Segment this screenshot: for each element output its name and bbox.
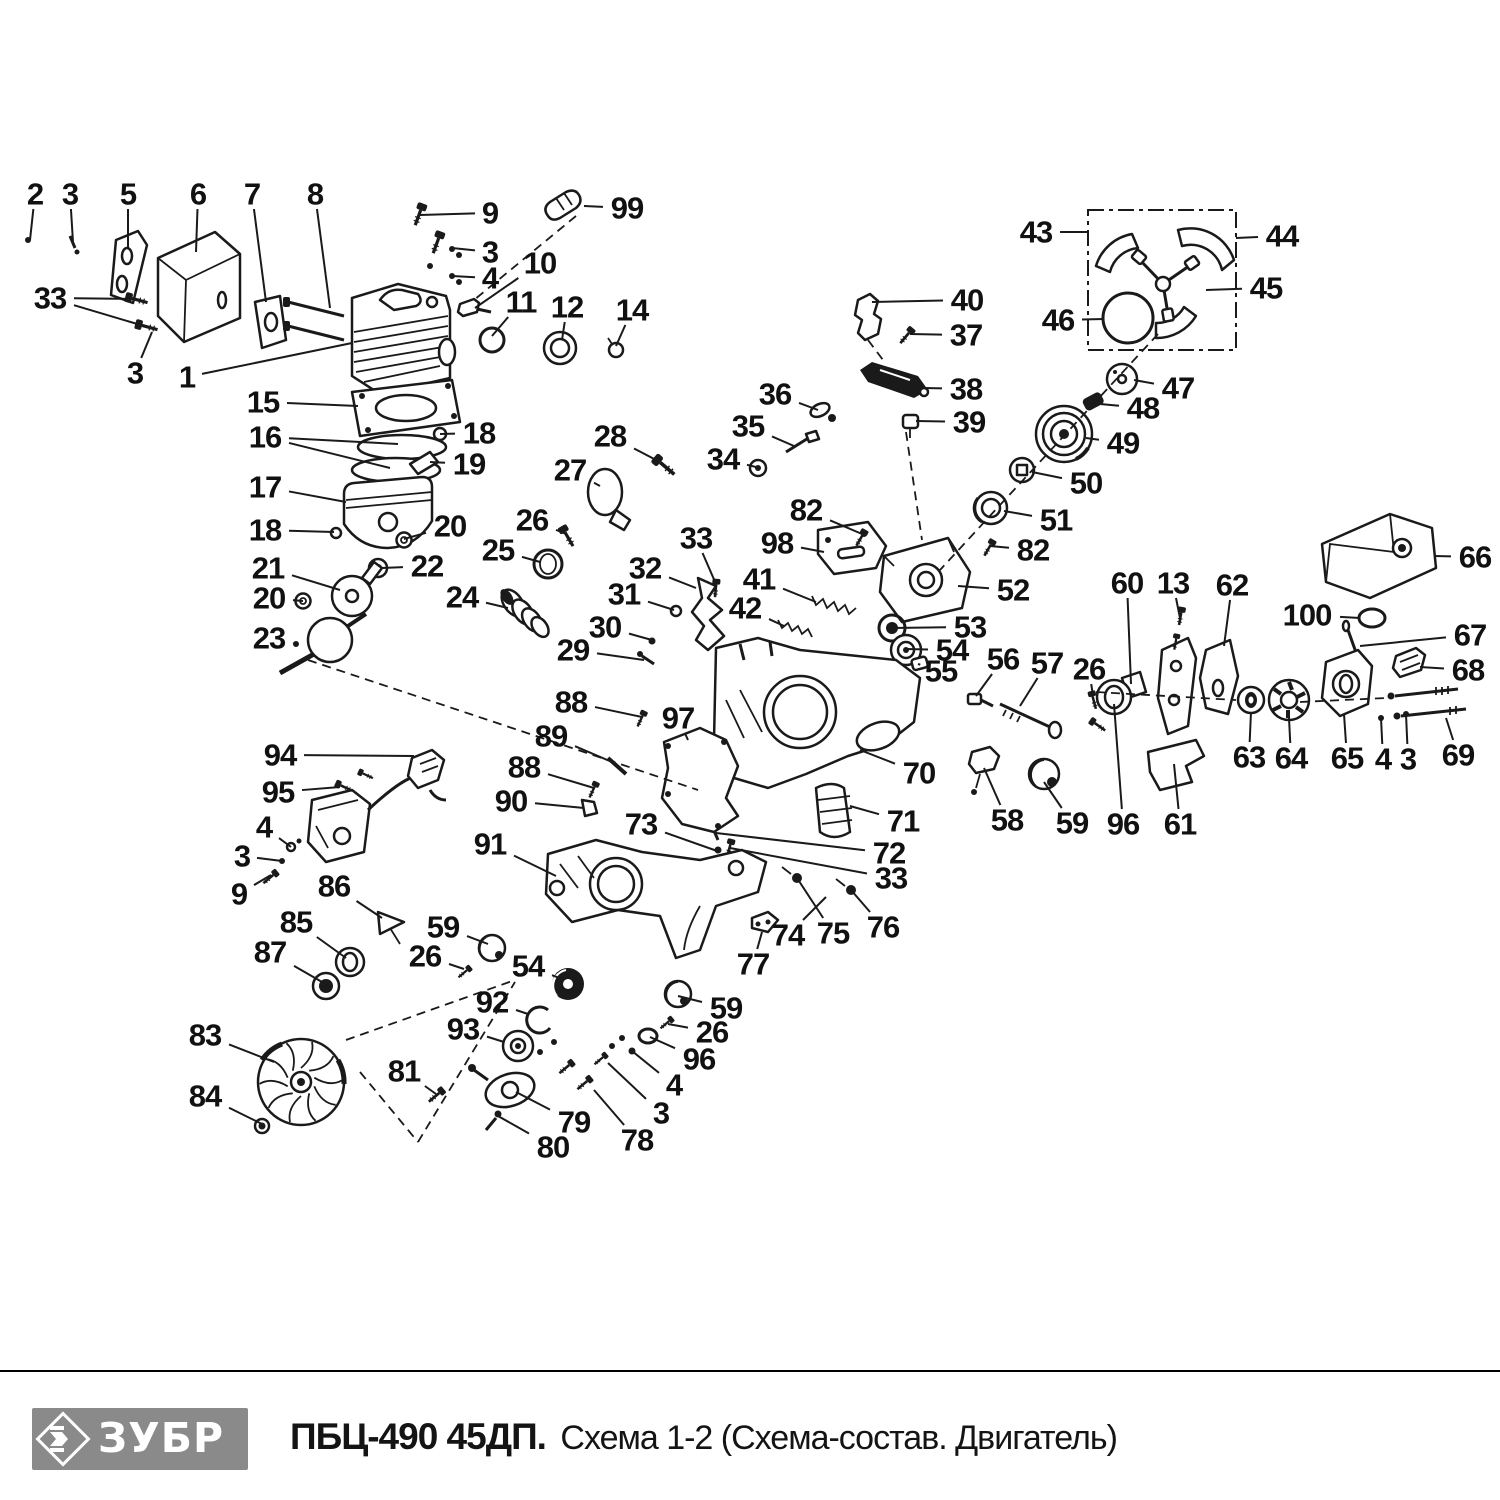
- part-label-33: 33: [874, 860, 908, 896]
- leader-line: [918, 664, 920, 665]
- part-label-8: 8: [306, 176, 324, 212]
- leader-line: [548, 774, 594, 788]
- part-label-17: 17: [248, 469, 282, 505]
- leader-line: [575, 746, 612, 762]
- schema-title-model: ПБЦ-490 45ДП.: [290, 1416, 546, 1457]
- part-label-44: 44: [1265, 218, 1299, 254]
- part-label-18: 18: [462, 415, 496, 451]
- leader-line: [294, 966, 322, 982]
- part-label-55: 55: [924, 653, 958, 689]
- leader-line: [292, 575, 340, 590]
- part-label-3: 3: [652, 1095, 670, 1131]
- part-label-51: 51: [1039, 502, 1073, 538]
- part-label-87: 87: [253, 934, 287, 970]
- leader-line: [74, 305, 144, 326]
- leader-line: [293, 600, 303, 601]
- part-label-98: 98: [760, 525, 794, 561]
- part-label-93: 93: [446, 1011, 480, 1047]
- part-label-66: 66: [1458, 539, 1492, 575]
- leader-line: [141, 332, 152, 358]
- muffler-assembly: [25, 231, 344, 348]
- part-label-3: 3: [126, 355, 144, 391]
- part-label-26: 26: [515, 502, 549, 538]
- part-label-78: 78: [620, 1122, 654, 1158]
- leader-line: [990, 546, 1009, 548]
- leader-line: [872, 301, 943, 302]
- part-label-60: 60: [1110, 565, 1144, 601]
- leader-line: [522, 557, 540, 562]
- part-label-71: 71: [886, 803, 920, 839]
- leader-line: [892, 627, 946, 628]
- part-label-10: 10: [523, 245, 557, 281]
- part-label-25: 25: [481, 532, 515, 568]
- part-label-16: 16: [248, 419, 282, 455]
- part-label-97: 97: [661, 700, 695, 736]
- part-label-61: 61: [1163, 806, 1197, 842]
- part-label-12: 12: [550, 289, 584, 325]
- part-label-90: 90: [494, 783, 528, 819]
- leader-line: [289, 491, 346, 502]
- part-label-4: 4: [665, 1067, 683, 1103]
- part-label-57: 57: [1030, 645, 1064, 681]
- part-label-54: 54: [935, 632, 969, 668]
- leader-line: [498, 1116, 529, 1133]
- part-label-62: 62: [1215, 567, 1249, 603]
- part-label-59: 59: [1055, 805, 1089, 841]
- leader-line: [1114, 704, 1122, 809]
- construction-line: [906, 432, 922, 540]
- leader-line: [357, 901, 383, 918]
- zubr-logo: [32, 1408, 248, 1470]
- part-label-56: 56: [986, 641, 1020, 677]
- part-label-91: 91: [473, 826, 507, 862]
- part-label-92: 92: [475, 984, 509, 1020]
- part-label-82: 82: [1016, 532, 1050, 568]
- leader-line: [595, 707, 642, 717]
- leader-line: [1004, 511, 1032, 516]
- part-label-65: 65: [1330, 740, 1364, 776]
- part-label-38: 38: [949, 371, 983, 407]
- schema-title-subtitle: Схема 1-2 (Схема-состав. Двигатель): [560, 1419, 1117, 1457]
- leader-line: [304, 755, 414, 756]
- leader-line: [594, 1090, 624, 1125]
- zubr-logo-icon: [32, 1408, 94, 1470]
- part-label-77: 77: [736, 946, 770, 982]
- part-label-3: 3: [481, 234, 499, 270]
- leader-line: [629, 634, 652, 640]
- part-label-9: 9: [481, 195, 499, 231]
- leader-line: [293, 643, 296, 644]
- part-label-88: 88: [507, 749, 541, 785]
- construction-line: [868, 340, 886, 364]
- chain-brake-assembly: [855, 294, 928, 438]
- leader-line: [984, 768, 1000, 805]
- leader-line: [1128, 598, 1131, 684]
- leader-line: [648, 602, 674, 610]
- part-label-48: 48: [1126, 390, 1160, 426]
- part-label-30: 30: [588, 609, 622, 645]
- part-label-43: 43: [1019, 214, 1053, 250]
- leader-line: [449, 964, 464, 969]
- leader-line: [608, 1063, 646, 1099]
- part-label-6: 6: [189, 176, 207, 212]
- part-label-2: 2: [26, 176, 44, 212]
- part-label-3: 3: [1399, 741, 1417, 777]
- leader-line: [772, 436, 794, 446]
- leader-line: [287, 403, 358, 406]
- leader-line: [584, 206, 603, 207]
- part-label-59: 59: [709, 990, 743, 1026]
- part-label-42: 42: [728, 590, 762, 626]
- part-label-96: 96: [682, 1041, 716, 1077]
- part-label-22: 22: [410, 548, 444, 584]
- intake-throttle-assembly: [497, 400, 856, 664]
- leader-line: [783, 589, 816, 602]
- part-label-18: 18: [248, 512, 282, 548]
- schema-title: [290, 1416, 1117, 1458]
- leader-line: [302, 787, 340, 790]
- leader-line: [1381, 718, 1382, 744]
- part-label-76: 76: [866, 909, 900, 945]
- part-label-80: 80: [536, 1129, 570, 1165]
- leader-line: [257, 858, 282, 861]
- leader-line: [452, 276, 475, 277]
- part-label-95: 95: [261, 774, 295, 810]
- leader-line: [289, 531, 334, 532]
- part-label-26: 26: [408, 938, 442, 974]
- part-label-26: 26: [1072, 651, 1106, 687]
- leader-line: [597, 653, 644, 660]
- part-label-28: 28: [593, 418, 627, 454]
- leader-line: [1360, 637, 1446, 646]
- part-label-50: 50: [1069, 465, 1103, 501]
- part-label-67: 67: [1453, 617, 1487, 653]
- part-label-34: 34: [706, 441, 740, 477]
- part-label-14: 14: [615, 292, 649, 328]
- leader-line: [769, 619, 784, 626]
- part-label-49: 49: [1106, 425, 1140, 461]
- part-label-83: 83: [188, 1017, 222, 1053]
- part-label-24: 24: [445, 579, 479, 615]
- part-label-58: 58: [990, 802, 1024, 838]
- leader-line: [616, 325, 625, 346]
- part-label-13: 13: [1156, 565, 1190, 601]
- part-label-100: 100: [1282, 597, 1332, 633]
- leader-line: [420, 213, 475, 215]
- leader-line: [74, 298, 134, 299]
- part-label-29: 29: [556, 632, 590, 668]
- part-label-72: 72: [872, 835, 906, 871]
- part-label-32: 32: [628, 550, 662, 586]
- clutch-assembly: [974, 228, 1234, 524]
- leader-line: [860, 750, 895, 764]
- part-label-86: 86: [317, 868, 351, 904]
- leader-line: [30, 209, 33, 240]
- part-label-27: 27: [553, 452, 587, 488]
- part-label-26: 26: [695, 1014, 729, 1050]
- part-label-69: 69: [1441, 737, 1475, 773]
- part-label-52: 52: [996, 572, 1030, 608]
- part-label-5: 5: [119, 176, 137, 212]
- footer: [0, 1372, 1500, 1500]
- leader-line: [1406, 714, 1407, 744]
- leader-line: [535, 803, 584, 808]
- leader-line: [632, 1051, 659, 1073]
- part-label-41: 41: [742, 561, 776, 597]
- part-label-3: 3: [233, 838, 251, 874]
- part-label-23: 23: [252, 620, 286, 656]
- leader-line: [703, 553, 716, 584]
- part-label-73: 73: [624, 806, 658, 842]
- part-label-1: 1: [178, 359, 196, 395]
- part-label-46: 46: [1041, 302, 1075, 338]
- leader-line: [1289, 718, 1290, 743]
- leader-line: [1250, 712, 1251, 742]
- leader-line: [850, 806, 879, 814]
- leader-line: [317, 209, 330, 308]
- leader-line: [1032, 472, 1062, 478]
- leader-line: [1020, 678, 1038, 706]
- part-label-96: 96: [1106, 806, 1140, 842]
- part-label-19: 19: [452, 446, 486, 482]
- part-label-89: 89: [534, 718, 568, 754]
- part-label-84: 84: [188, 1078, 222, 1114]
- part-label-74: 74: [771, 917, 805, 953]
- leader-line: [665, 833, 720, 852]
- part-label-85: 85: [279, 904, 313, 940]
- part-label-64: 64: [1274, 740, 1308, 776]
- part-label-68: 68: [1451, 652, 1485, 688]
- part-label-37: 37: [949, 317, 983, 353]
- part-label-36: 36: [758, 376, 792, 412]
- part-label-53: 53: [953, 609, 987, 645]
- part-label-63: 63: [1232, 739, 1266, 775]
- part-label-81: 81: [387, 1053, 421, 1089]
- part-label-4: 4: [481, 260, 499, 296]
- part-label-4: 4: [1374, 741, 1392, 777]
- part-label-15: 15: [246, 384, 280, 420]
- leader-line: [229, 1108, 262, 1124]
- part-label-33: 33: [33, 280, 67, 316]
- part-label-99: 99: [610, 190, 644, 226]
- part-label-82: 82: [789, 492, 823, 528]
- leader-line: [425, 1086, 436, 1094]
- leader-line: [1236, 237, 1258, 238]
- part-label-70: 70: [902, 755, 936, 791]
- part-label-11: 11: [505, 284, 537, 320]
- leader-line: [202, 343, 352, 374]
- leader-line: [317, 937, 346, 958]
- leader-line: [452, 248, 475, 250]
- part-label-40: 40: [950, 282, 984, 318]
- leader-line: [1344, 714, 1346, 743]
- part-label-45: 45: [1249, 270, 1283, 306]
- part-label-75: 75: [816, 915, 850, 951]
- leader-line: [1100, 404, 1119, 406]
- part-label-54: 54: [511, 948, 545, 984]
- part-label-4: 4: [255, 809, 273, 845]
- part-label-31: 31: [607, 576, 641, 612]
- leader-line: [1206, 289, 1242, 290]
- leader-line: [668, 1024, 688, 1028]
- leader-line: [669, 577, 696, 588]
- part-label-3: 3: [61, 176, 79, 212]
- part-label-88: 88: [554, 684, 588, 720]
- part-label-33: 33: [679, 520, 713, 556]
- part-label-20: 20: [252, 580, 286, 616]
- part-label-9: 9: [230, 876, 248, 912]
- part-label-94: 94: [263, 737, 297, 773]
- leader-line: [1340, 617, 1360, 618]
- leader-line: [430, 462, 445, 463]
- part-label-20: 20: [433, 508, 467, 544]
- part-label-39: 39: [952, 404, 986, 440]
- leader-line: [254, 209, 266, 302]
- leader-line: [487, 1037, 504, 1042]
- part-label-79: 79: [557, 1104, 591, 1140]
- leader-line: [382, 567, 403, 568]
- part-label-59: 59: [426, 909, 460, 945]
- part-label-7: 7: [243, 176, 261, 212]
- zubr-logo-text: ЗУБР: [98, 1414, 225, 1462]
- leader-line: [516, 1010, 528, 1014]
- crankcase-lower: [546, 840, 856, 958]
- leader-line: [976, 674, 992, 696]
- leader-line: [910, 334, 942, 335]
- part-label-21: 21: [251, 550, 285, 586]
- leader-line: [916, 421, 945, 422]
- part-label-35: 35: [731, 408, 765, 444]
- leader-line: [1420, 667, 1444, 669]
- part-label-47: 47: [1161, 370, 1195, 406]
